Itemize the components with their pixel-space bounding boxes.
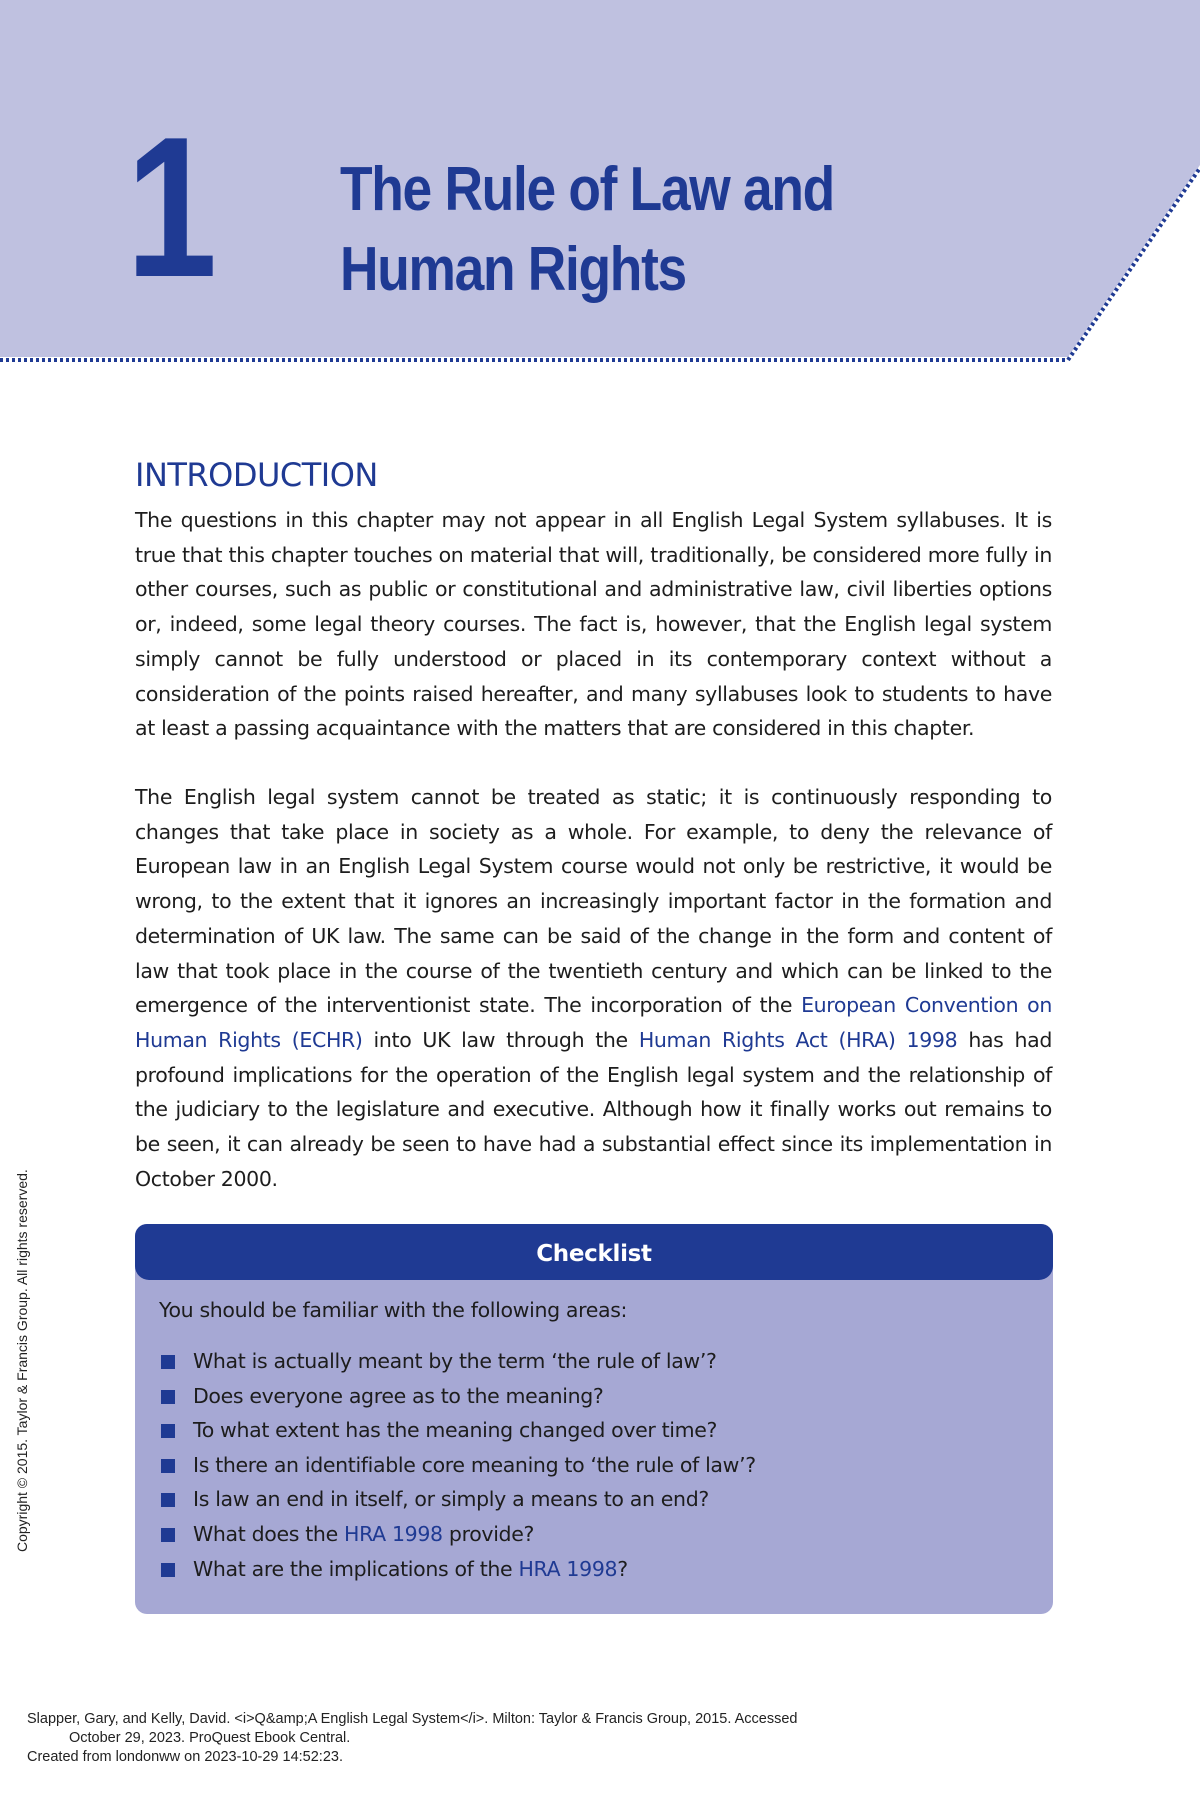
checklist-item-text: ? <box>617 1556 628 1581</box>
citation-footer <box>27 1710 1027 1767</box>
checklist-item-text: To what extent has the meaning changed over time? <box>193 1418 718 1443</box>
echr-link[interactable]: European Convention on Human Rights (ECHR) <box>135 993 1053 1052</box>
checklist-item <box>161 1552 1053 1587</box>
intro-heading: INTRODUCTION <box>135 456 378 494</box>
checklist-item-text: Is there an identifiable core meaning to ‘the rule of law’? <box>193 1452 756 1477</box>
footer-line-3: Created from londonww on 2023-10-29 14:52:23. <box>27 1749 343 1765</box>
chapter-title: The Rule of Law and Human Rights <box>340 155 834 304</box>
chapter-number: 1 <box>126 96 213 319</box>
checklist-title: Checklist <box>135 1224 1053 1280</box>
checklist-item-text: Is law an end in itself, or simply a means to an end? <box>193 1487 709 1512</box>
checklist-item-text: What are the implications of the <box>193 1556 519 1581</box>
checklist-item-text: Does everyone agree as to the meaning? <box>193 1383 604 1408</box>
intro-paragraph-1: The questions in this chapter may not appear in all English Legal System syllabuses. It is true that this chapter touches on material that will, traditionally, be considered more fully in other courses, such as public or constitutional and administrative law, civil liberties options or, indeed, some legal theory courses. The fact is, however, that the English legal system simply cannot be fully understood or placed in its contemporary context without a consideration of the points raised hereafter, and many syllabuses look to students to have at least a passing acquaintance with the matters that are considered in this chapter. <box>135 508 1052 741</box>
checklist-list <box>161 1344 1053 1586</box>
side-copyright-notice: Copyright © 2015. Taylor & Francis Group. All rights reserved. <box>14 1169 30 1552</box>
checklist-item-text: What does the <box>193 1521 345 1546</box>
checklist-item <box>161 1379 1053 1414</box>
square-bullet-icon <box>161 1459 175 1473</box>
intro-paragraph-2 <box>135 780 1052 1196</box>
checklist-item <box>161 1517 1053 1552</box>
checklist-item <box>161 1448 1053 1483</box>
square-bullet-icon <box>161 1424 175 1438</box>
square-bullet-icon <box>161 1390 175 1404</box>
footer-line-1: Slapper, Gary, and Kelly, David. <i>Q&amp;A English Legal System</i>. Milton: Taylor & Francis Group, 2015. Accessed <box>27 1711 798 1727</box>
checklist-box <box>135 1224 1053 1614</box>
hra-1998-link[interactable]: HRA 1998 <box>344 1521 443 1546</box>
checklist-item <box>161 1344 1053 1379</box>
square-bullet-icon <box>161 1493 175 1507</box>
chapter-header-band <box>0 0 1200 370</box>
checklist-intro: You should be familiar with the following areas: <box>159 1298 628 1322</box>
checklist-item <box>161 1482 1053 1517</box>
checklist-item <box>161 1413 1053 1448</box>
square-bullet-icon <box>161 1563 175 1577</box>
hra-1998-link[interactable]: HRA 1998 <box>518 1556 618 1581</box>
hra-1998-link[interactable]: Human Rights Act (HRA) 1998 <box>638 1027 958 1052</box>
square-bullet-icon <box>161 1355 175 1369</box>
paragraph-2-text-c: has had profound implications for the operation of the English legal system and the relationship of the judiciary to the legislature and executive. Although how it finally works out remains to be seen, it can already be seen to have had a substantial effect since its implementation in October 2000. <box>135 1027 1053 1191</box>
checklist-item-text: What is actually meant by the term ‘the rule of law’? <box>193 1349 717 1373</box>
square-bullet-icon <box>161 1528 175 1542</box>
paragraph-2-text-b: into UK law through the <box>362 1027 639 1052</box>
checklist-item-text: provide? <box>442 1521 534 1546</box>
footer-line-2: October 29, 2023. ProQuest Ebook Central. <box>69 1730 351 1746</box>
paragraph-2-text-a: The English legal system cannot be treated as static; it is continuously responding to changes that take place in society as a whole. For example, to deny the relevance of European law in an English Legal System course would not only be restrictive, it would be wrong, to the extent that it ignores an increasingly important factor in the formation and determination of UK law. The same can be said of the change in the form and content of law that took place in the course of the twentieth century and which can be linked to the emergence of the interventionist state. The incorporation of the <box>135 785 1052 1018</box>
